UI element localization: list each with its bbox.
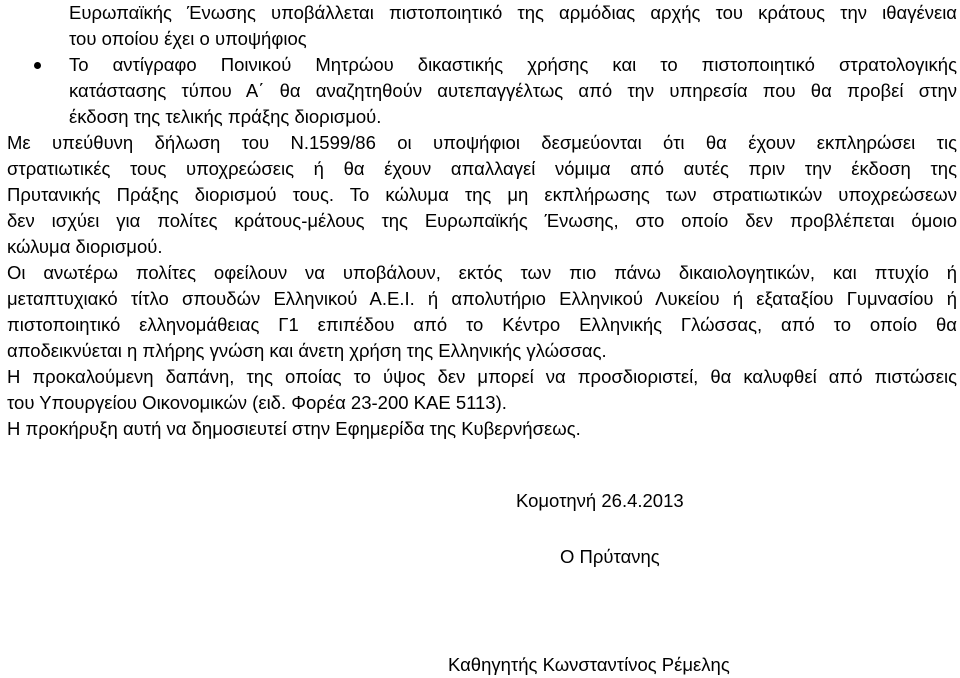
text-line: Η προκήρυξη αυτή να δημοσιευτεί στην Εφημερίδα της Κυβερνήσεως. bbox=[7, 418, 581, 439]
text-line: Με υπεύθυνη δήλωση του Ν.1599/86 οι υποψήφιοι δεσμεύονται ότι θα έχουν εκπληρώσει τις bbox=[7, 132, 957, 153]
text-line: Ευρωπαϊκής Ένωσης υποβάλλεται πιστοποιητικό της αρμόδιας αρχής του κράτους την ιθαγένεια bbox=[69, 2, 957, 23]
paragraph-military-obligations bbox=[7, 130, 957, 260]
place-date: Κομοτηνή 26.4.2013 bbox=[516, 490, 684, 511]
text-line: Πρυτανικής Πράξης διορισμού τους. Το κώλυμα της μη εκπλήρωσης των στρατιωτικών υποχρεώσεων bbox=[7, 184, 957, 205]
text-line: Το αντίγραφο Ποινικού Μητρώου δικαστικής χρήσης και το πιστοποιητικό στρατολογικής bbox=[69, 54, 957, 75]
paragraph-expense bbox=[7, 364, 957, 416]
signer-name: Καθηγητής Κωνσταντίνος Ρέμελης bbox=[448, 654, 730, 675]
text-line: Η προκαλούμενη δαπάνη, της οποίας το ύψος δεν μπορεί να προσδιοριστεί, θα καλυφθεί από πιστώσεις bbox=[7, 366, 957, 387]
paragraph-greek-language bbox=[7, 260, 957, 364]
text-line: στρατιωτικές τους υποχρεώσεις ή θα έχουν απαλλαγεί νόμιμα από αυτές πριν την έκδοση της bbox=[7, 158, 957, 179]
signer-title: Ο Πρύτανης bbox=[560, 546, 660, 567]
paragraph-citizenship-certificate bbox=[69, 0, 957, 52]
text-line: Οι ανωτέρω πολίτες οφείλουν να υποβάλουν, εκτός των πιο πάνω δικαιολογητικών, και πτυχίο ή bbox=[7, 262, 957, 283]
text-line: δεν ισχύει για πολίτες κράτους-μέλους της Ευρωπαϊκής Ένωσης, στο οποίο δεν προβλέπεται όμοιο bbox=[7, 210, 957, 231]
paragraph-publication bbox=[7, 416, 957, 442]
text-line: κώλυμα διορισμού. bbox=[7, 236, 163, 257]
bullet-icon bbox=[34, 62, 41, 69]
text-line: κατάστασης τύπου Α΄ θα αναζητηθούν αυτεπαγγέλτως από την υπηρεσία που θα προβεί στην bbox=[69, 80, 957, 101]
text-line: του Υπουργείου Οικονομικών (ειδ. Φορέα 23-200 ΚΑΕ 5113). bbox=[7, 392, 507, 413]
text-line: πιστοποιητικό ελληνομάθειας Γ1 επιπέδου από το Κέντρο Ελληνικής Γλώσσας, από το οποίο θα bbox=[7, 314, 957, 335]
text-line: μεταπτυχιακό τίτλο σπουδών Ελληνικού Α.Ε.Ι. ή απολυτήριο Ελληνικού Λυκείου ή εξαταξίου Γυμνασίου ή bbox=[7, 288, 957, 309]
text-line: αποδεικνύεται η πλήρης γνώση και άνετη χρήση της Ελληνικής γλώσσας. bbox=[7, 340, 607, 361]
bullet-item-criminal-record bbox=[69, 52, 957, 130]
text-line: του οποίου έχει ο υποψήφιος bbox=[69, 28, 307, 49]
text-line: έκδοση της τελικής πράξης διορισμού. bbox=[69, 106, 382, 127]
